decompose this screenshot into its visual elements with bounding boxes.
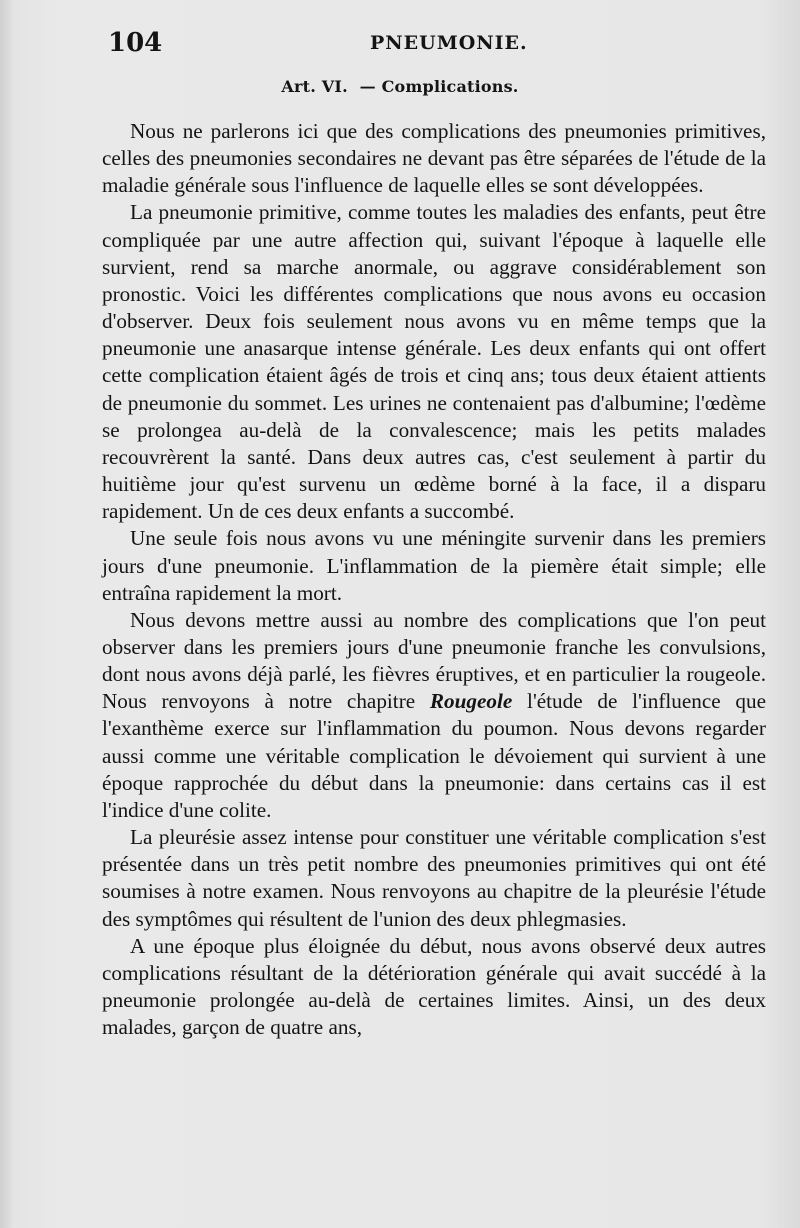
- paragraph-1: [102, 118, 766, 199]
- article-number: Art. VI.: [281, 77, 348, 96]
- paragraph-text: Nous devons mettre aussi au nombre des complications que l'on peut observer dans les premiers jours d'une pneumonie franche les convulsions, dont nous avons déjà parlé, les fièvres éruptives, et en particulier la rougeole. Nous renvoyons à notre chapitre: [102, 607, 766, 714]
- running-title: PNEUMONIE.: [370, 32, 528, 54]
- paragraph-4: [102, 607, 766, 824]
- paragraph-6: [102, 933, 766, 1042]
- italic-reference: Rougeole: [429, 689, 513, 714]
- section-heading: [0, 77, 800, 96]
- paragraph-text: Nous ne parlerons ici que des complications des pneumonies primitives, celles des pneumonies secondaires ne devant pas être séparées de l'étude de la maladie générale sous l'influence de laquelle elles se sont développées.: [102, 119, 766, 198]
- paragraph-text: l'étude de l'influence que l'exanthème exerce sur l'inflammation du poumon. Nous devons regarder aussi comme une véritable complication le dévoiement qui survient à une époque rapprochée du début dans la pneumonie: dans certains cas il est l'indice d'une colite.: [102, 689, 767, 822]
- page-number: 104: [108, 28, 163, 58]
- paragraph-text: A une époque plus éloignée du début, nous avons observé deux autres complications résultant de la détérioration générale qui avait succédé à la pneumonie prolongée au-delà de certaines limites. Ainsi, un des deux malades, garçon de quatre ans,: [102, 933, 766, 1040]
- heading-dash: —: [359, 77, 376, 96]
- paragraph-3: [102, 525, 766, 606]
- paragraph-text: La pneumonie primitive, comme toutes les maladies des enfants, peut être compliquée par une autre affection qui, suivant l'époque à laquelle elle survient, rend sa marche anormale, ou aggrave considérablement son pronostic. Voici les différentes complications que nous avons eu occasion d'observer. Deux fois seulement nous avons vu en même temps que la pneumonie une anasarque intense générale. Les deux enfants qui ont offert cette complication étaient âgés de trois et cinq ans; tous deux étaient attients de pneumonie du sommet. Les urines ne contenaient pas d'albumine; l'œdème se prolongea au-delà de la convalescence; mais les petits malades recouvrèrent la santé. Dans deux autres cas, c'est seulement à partir du huitième jour qu'est survenu un œdème borné à la face, il a disparu rapidement. Un de ces deux enfants a succombé.: [102, 200, 766, 524]
- body-text: [102, 118, 766, 1041]
- page-header: [108, 28, 760, 68]
- paragraph-text: Une seule fois nous avons vu une méningite survenir dans les premiers jours d'une pneumonie. L'inflammation de la piemère était simple; elle entraîna rapidement la mort.: [102, 526, 766, 605]
- paragraph-text: La pleurésie assez intense pour constituer une véritable complication s'est présentée dans un très petit nombre des pneumonies primitives qui ont été soumises à notre examen. Nous renvoyons au chapitre de la pleurésie l'étude des symptômes qui résultent de l'union des deux phlegmasies.: [102, 825, 766, 931]
- paragraph-5: [102, 824, 766, 933]
- section-title: Complications.: [381, 77, 519, 96]
- paragraph-2: [102, 199, 766, 525]
